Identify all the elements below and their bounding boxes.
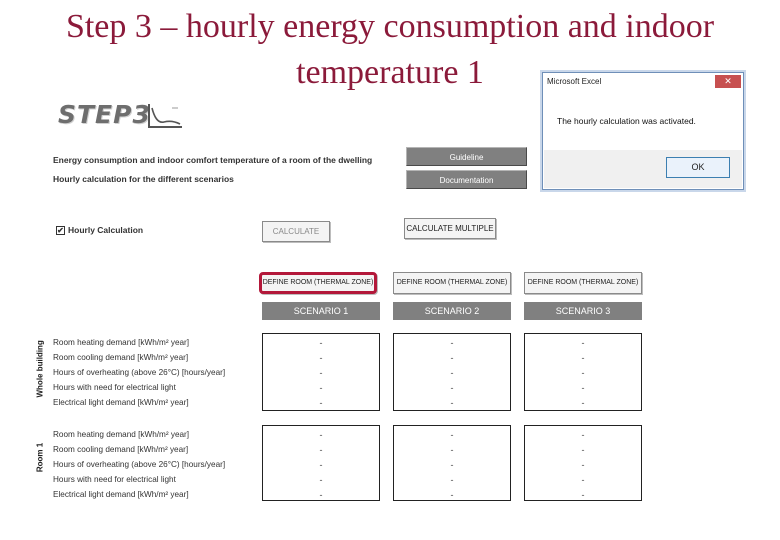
group-label-room-1: Room 1 <box>35 442 45 473</box>
result-value: - <box>450 368 454 378</box>
results-room-1-scenario-1 <box>262 425 380 501</box>
result-value: - <box>450 445 454 455</box>
hourly-calculation-checkbox[interactable]: ✔ <box>57 225 64 235</box>
result-value: - <box>319 430 323 440</box>
result-value: - <box>450 490 454 500</box>
result-value: - <box>319 398 323 408</box>
calculate-multiple-button[interactable]: CALCULATE MULTIPLE <box>404 218 496 239</box>
result-value: - <box>319 460 323 470</box>
description-line-1: Energy consumption and indoor comfort temperature of a room of the dwelling <box>53 155 373 165</box>
define-room-button-scenario-1[interactable]: DEFINE ROOM (THERMAL ZONE) <box>259 272 377 294</box>
result-value: - <box>450 383 454 393</box>
result-value: - <box>581 490 585 500</box>
row-label: Room cooling demand [kWh/m² year] <box>53 353 189 362</box>
documentation-button[interactable]: Documentation <box>406 170 527 189</box>
results-whole-building-scenario-2 <box>393 333 511 411</box>
row-labels-room-1 <box>53 427 225 502</box>
results-whole-building-scenario-3 <box>524 333 642 411</box>
results-whole-building-scenario-1 <box>262 333 380 411</box>
dialog-message: The hourly calculation was activated. <box>557 116 696 126</box>
row-label: Room heating demand [kWh/m² year] <box>53 338 190 347</box>
result-value: - <box>581 398 585 408</box>
result-value: - <box>319 368 323 378</box>
result-value: - <box>581 475 585 485</box>
result-value: - <box>319 490 323 500</box>
row-label: Room heating demand [kWh/m² year] <box>53 430 190 439</box>
result-value: - <box>319 338 323 348</box>
dialog-titlebar <box>543 73 743 90</box>
row-label: Hours of overheating (above 26°C) [hours/year] <box>53 368 226 377</box>
result-value: - <box>581 460 585 470</box>
row-labels-whole-building <box>53 335 225 410</box>
group-label-whole-building: Whole building <box>35 340 45 398</box>
scenario-1-header: SCENARIO 1 <box>262 302 380 320</box>
result-value: - <box>450 398 454 408</box>
row-label: Hours with need for electrical light <box>53 383 176 392</box>
result-value: - <box>581 353 585 363</box>
chart-curve-icon <box>146 102 184 130</box>
define-room-button-scenario-3[interactable]: DEFINE ROOM (THERMAL ZONE) <box>524 272 642 294</box>
slide-title: Step 3 – hourly energy consumption and indoor temperature 1 <box>65 8 715 91</box>
calculate-button[interactable]: CALCULATE <box>262 221 330 242</box>
result-value: - <box>450 475 454 485</box>
row-label: Room cooling demand [kWh/m² year] <box>53 445 189 454</box>
result-value: - <box>450 353 454 363</box>
row-label: Electrical light demand [kWh/m² year] <box>53 398 189 407</box>
result-value: - <box>581 338 585 348</box>
hourly-calculation-option[interactable] <box>56 225 143 235</box>
result-value: - <box>450 430 454 440</box>
scenario-3-header: SCENARIO 3 <box>524 302 642 320</box>
row-label: Hours of overheating (above 26°C) [hours/year] <box>53 460 226 469</box>
results-room-1-scenario-2 <box>393 425 511 501</box>
guideline-button[interactable]: Guideline <box>406 147 527 166</box>
result-value: - <box>319 353 323 363</box>
excel-message-dialog <box>542 72 744 190</box>
result-value: - <box>581 430 585 440</box>
define-room-button-scenario-2[interactable]: DEFINE ROOM (THERMAL ZONE) <box>393 272 511 294</box>
ok-button[interactable]: OK <box>666 157 730 178</box>
hourly-calculation-label: Hourly Calculation <box>68 225 144 235</box>
result-value: - <box>319 475 323 485</box>
scenario-2-header: SCENARIO 2 <box>393 302 511 320</box>
result-value: - <box>319 383 323 393</box>
results-room-1-scenario-3 <box>524 425 642 501</box>
close-icon[interactable]: ✕ <box>715 75 741 88</box>
result-value: - <box>319 445 323 455</box>
row-label: Hours with need for electrical light <box>53 475 176 484</box>
description-line-2: Hourly calculation for the different scenarios <box>53 174 234 184</box>
result-value: - <box>581 445 585 455</box>
result-value: - <box>450 338 454 348</box>
result-value: - <box>581 383 585 393</box>
result-value: - <box>450 460 454 470</box>
step-logo: STEP3 <box>58 100 151 129</box>
dialog-title: Microsoft Excel <box>547 77 602 86</box>
row-label: Electrical light demand [kWh/m² year] <box>53 490 189 499</box>
dialog-footer <box>544 150 742 188</box>
result-value: - <box>581 368 585 378</box>
